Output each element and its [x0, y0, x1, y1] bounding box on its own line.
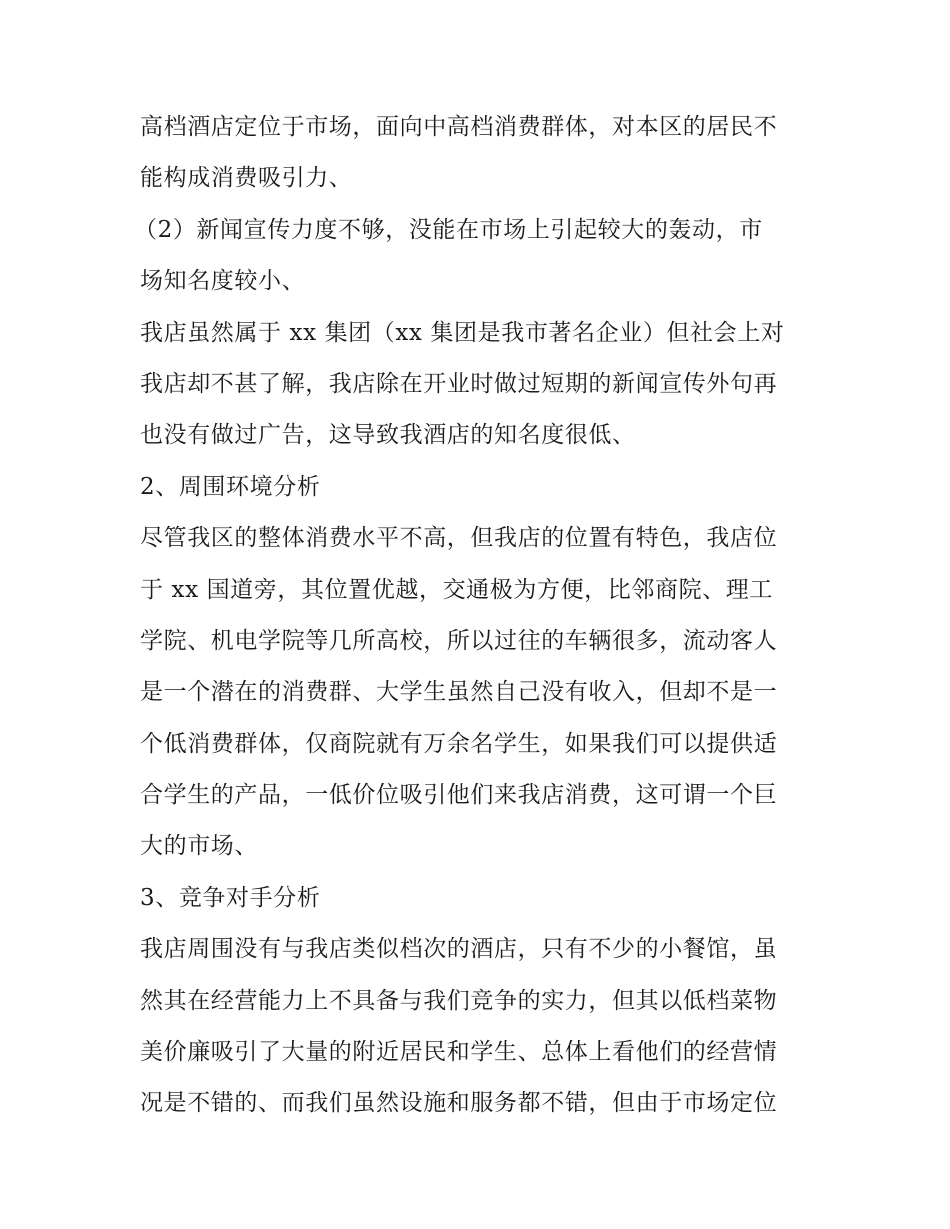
- text-line: 场知名度较小、: [140, 268, 306, 295]
- text-line: 合学生的产品，一低价位吸引他们来我店消费，这可谓一个巨: [140, 782, 778, 809]
- section-heading: 3、竞争对手分析: [140, 884, 321, 911]
- text-line: 我店周围没有与我店类似档次的酒店，只有不少的小餐馆，虽: [140, 936, 778, 963]
- text-line: 高档酒店定位于市场，面向中高档消费群体，对本区的居民不: [140, 114, 778, 140]
- text-line: 尽管我区的整体消费水平不高，但我店的位置有特色，我店位: [140, 525, 778, 552]
- text-line: 况是不错的、而我们虽然设施和服务都不错，但由于市场定位: [140, 1090, 778, 1117]
- text-line: （2）新闻宣传力度不够，没能在市场上引起较大的轰动，市: [134, 216, 763, 243]
- text-line: 于 xx 国道旁，其位置优越，交通极为方便，比邻商院、理工: [140, 576, 773, 603]
- text-line: 美价廉吸引了大量的附近居民和学生、总体上看他们的经营情: [140, 1039, 778, 1066]
- text-line: 然其在经营能力上不具备与我们竞争的实力，但其以低档菜物: [140, 987, 778, 1014]
- text-line: 个低消费群体，仅商院就有万余名学生，如果我们可以提供适: [140, 730, 778, 757]
- section-heading: 2、周围环境分析: [140, 473, 321, 500]
- text-line: 大的市场、: [140, 833, 258, 860]
- text-line: 学院、机电学院等几所高校，所以过往的车辆很多，流动客人: [140, 627, 778, 654]
- text-line: 我店却不甚了解，我店除在开业时做过短期的新闻宣传外句再: [140, 370, 778, 397]
- text-line: 也没有做过广告，这导致我酒店的知名度很低、: [140, 422, 636, 449]
- text-line: 我店虽然属于 xx 集团（xx 集团是我市著名企业）但社会上对: [140, 319, 785, 346]
- text-line: 是一个潜在的消费群、大学生虽然自己没有收入，但却不是一: [140, 679, 778, 706]
- text-line: 能构成消费吸引力、: [140, 165, 353, 192]
- document-body: [134, 102, 820, 1130]
